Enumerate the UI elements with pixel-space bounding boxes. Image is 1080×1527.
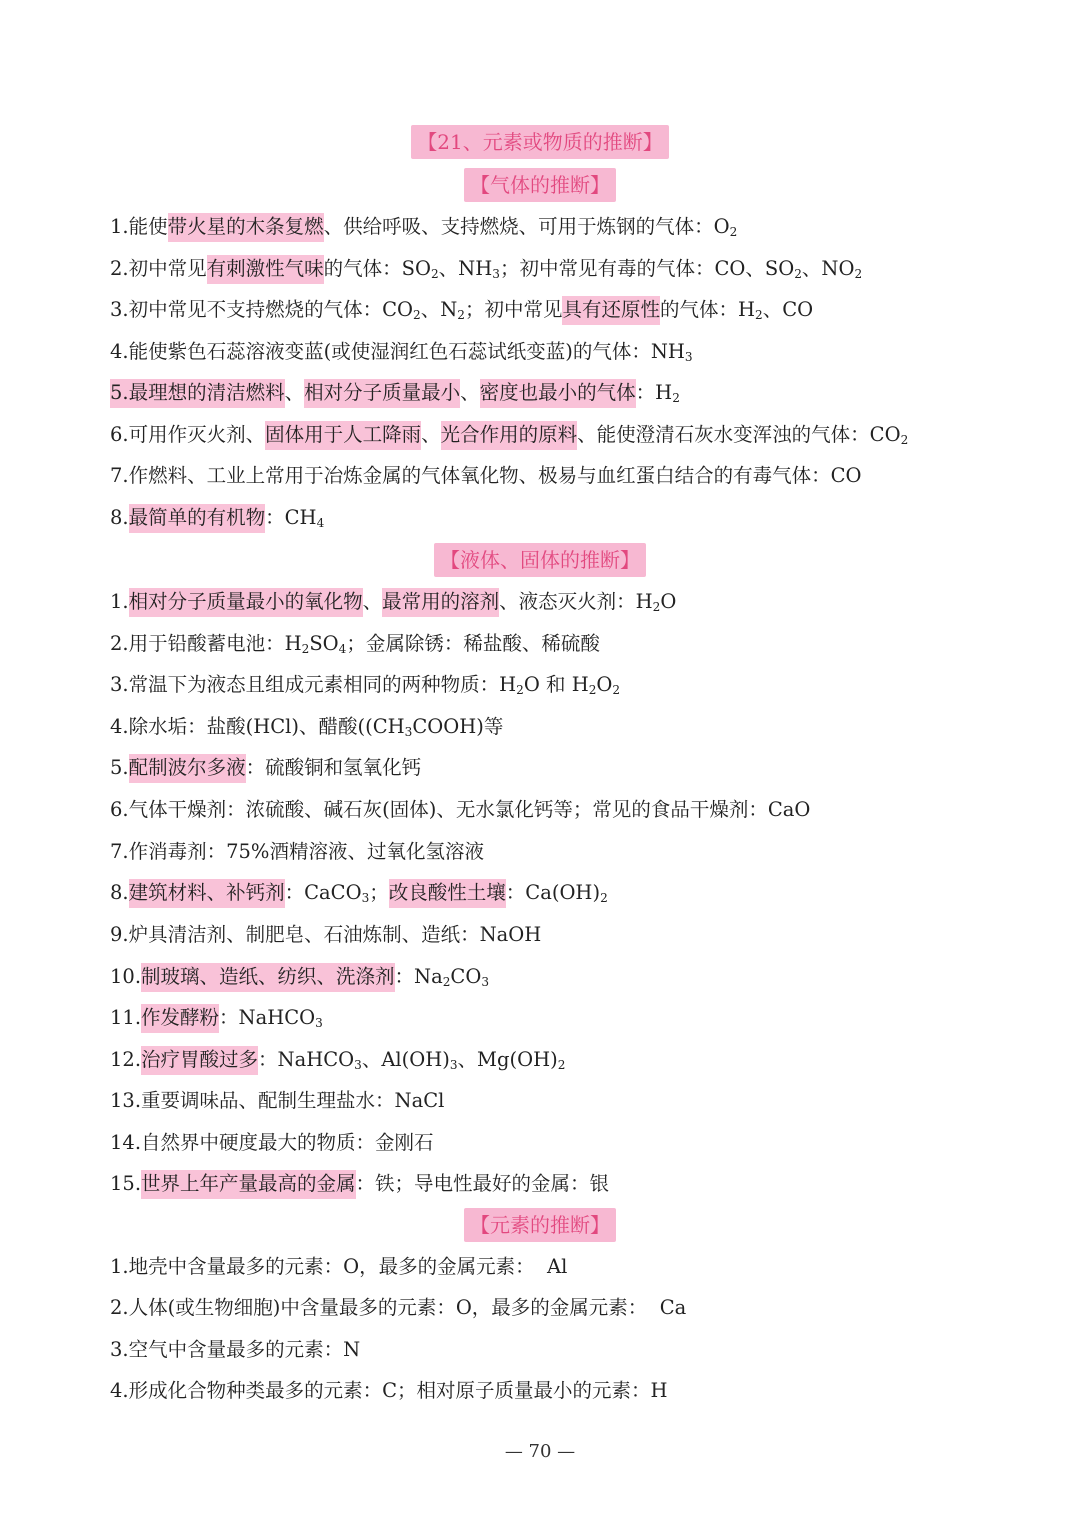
subscript: 2 [442,975,451,990]
highlight: 5.最理想的清洁燃料 [110,379,285,408]
gas-line-4 [110,336,693,370]
highlight: 最简单的有机物 [129,504,266,533]
subscript: 2 [600,891,608,906]
text: O [660,590,677,613]
text: 12. [110,1048,142,1071]
subscript: 3 [404,725,413,740]
highlight: 世界上年产量最高的金属 [141,1170,356,1199]
text: 1.地壳中含量最多的元素：O，最多的金属元素： Al [110,1255,568,1278]
section-title [0,125,1080,159]
text: ：Ca(OH) [505,881,601,904]
text: 13.重要调味品、配制生理盐水：NaCl [110,1089,445,1112]
liquid-line-2 [110,628,600,662]
text: CO [450,965,482,988]
subscript: 3 [315,1016,323,1031]
subscript: 3 [449,1058,458,1073]
subscript: 3 [361,891,370,906]
liquid-line-4 [110,711,503,745]
highlight: 相对分子质量最小的氧化物 [129,588,363,617]
text: O [596,673,613,696]
element-line-3 [110,1334,360,1368]
text: 2.初中常见 [110,257,207,280]
subscript: 3 [492,267,500,282]
highlight: 配制波尔多液 [129,754,246,783]
text: 、 [284,381,305,404]
text: 、 [421,423,441,446]
subscript: 2 [516,683,524,698]
text: 3.初中常见不支持燃烧的气体：CO [110,298,414,321]
subscript: 4 [316,516,325,531]
text: 、能使澄清石灰水变浑浊的气体：CO [577,423,901,446]
text: ；金属除锈：稀盐酸、稀硫酸 [346,632,600,655]
liquid-line-14 [110,1127,434,1161]
subsection-heading-liquid-solid [0,543,1080,577]
page-number: — 70 — [504,1441,576,1462]
text: 8. [110,506,129,529]
text: 3.空气中含量最多的元素：N [110,1338,361,1361]
text: ；初中常见有毒的气体：CO、SO [499,257,795,280]
text: 、供给呼吸、支持燃烧、可用于炼钢的气体：O [323,215,730,238]
text: 2.用于铅酸蓄电池：H [110,632,302,655]
text: 、Al(OH) [361,1048,450,1071]
liquid-line-8 [110,877,608,911]
liquid-line-7 [110,836,484,870]
subsection-heading-element-text: 【元素的推断】 [464,1208,616,1242]
gas-line-6 [110,419,908,453]
subscript: 2 [854,267,863,282]
text: ：CaCO [284,881,362,904]
highlight: 改良酸性土壤 [389,879,506,908]
subsection-heading-liquid-solid-text: 【液体、固体的推断】 [434,543,646,577]
highlight: 建筑材料、补钙剂 [129,879,285,908]
subscript: 2 [729,225,738,240]
gas-line-7 [110,460,862,494]
gas-line-3 [110,294,813,328]
text: 的气体：SO [323,257,431,280]
text: 、 [362,590,383,613]
highlight: 光合作用的原料 [441,421,578,450]
text: 4.形成化合物种类最多的元素：C；相对原子质量最小的元素：H [110,1379,668,1402]
liquid-line-13 [110,1085,444,1119]
highlight: 作发酵粉 [141,1004,219,1033]
highlight: 密度也最小的气体 [480,379,636,408]
element-line-1 [110,1251,567,1285]
text: ； [369,881,389,904]
text: 、 [460,381,480,404]
subscript: 2 [755,308,763,323]
subscript: 2 [900,433,909,448]
highlight: 治疗胃酸过多 [141,1046,258,1075]
element-line-4 [110,1375,668,1409]
liquid-line-1 [110,586,676,620]
highlight: 相对分子质量最小 [304,379,460,408]
subscript: 2 [413,308,421,323]
text: ：Na [394,965,443,988]
text: 6.气体干燥剂：浓硫酸、碱石灰(固体)、无水氯化钙等；常见的食品干燥剂：CaO [110,798,811,821]
highlight: 最常用的溶剂 [382,588,499,617]
gas-line-5 [110,377,680,411]
subsection-heading-gas [0,168,1080,202]
liquid-line-3 [110,669,620,703]
text: ：NaHCO [258,1048,355,1071]
liquid-line-12 [110,1044,565,1078]
subscript: 2 [557,1058,566,1073]
text: 9.炉具清洁剂、制肥皂、石油炼制、造纸：NaOH [110,923,542,946]
text: 、CO [762,298,814,321]
text: 、液态灭火剂：H [499,590,653,613]
gas-line-8 [110,502,324,536]
gas-line-1 [110,211,737,245]
text: 15. [110,1172,142,1195]
subscript: 3 [684,350,693,365]
text: ：H [635,381,673,404]
section-title-text: 【21、元素或物质的推断】 [411,125,668,159]
subscript: 4 [338,642,347,657]
liquid-line-15 [110,1168,609,1202]
text: 4.除水垢：盐酸(HCl)、醋酸((CH [110,715,405,738]
text: 14.自然界中硬度最大的物质：金刚石 [110,1131,434,1154]
text: 、N [420,298,458,321]
subscript: 2 [588,683,597,698]
highlight: 有刺激性气味 [207,255,324,284]
text: 4.能使紫色石蕊溶液变蓝(或使湿润红色石蕊试纸变蓝)的气体：NH [110,340,685,363]
text: 8. [110,881,129,904]
text: 5. [110,756,129,779]
subscript: 2 [652,600,661,615]
liquid-line-5 [110,752,421,786]
subscript: 2 [612,683,621,698]
text: 1. [110,590,129,613]
subscript: 3 [481,975,490,990]
text: ；初中常见 [464,298,563,321]
text: 7.作燃料、工业上常用于冶炼金属的气体氧化物、极易与血红蛋白结合的有毒气体：CO [110,464,862,487]
highlight: 固体用于人工降雨 [265,421,421,450]
text: ：硫酸铜和氢氧化钙 [245,756,422,779]
text: 11. [110,1006,142,1029]
liquid-line-10 [110,961,489,995]
subscript: 2 [672,391,680,406]
text: 6.可用作灭火剂、 [110,423,266,446]
text: 2.人体(或生物细胞)中含量最多的元素：O，最多的金属元素： Ca [110,1296,687,1319]
text: ：NaHCO [219,1006,316,1029]
highlight: 带火星的木条复燃 [168,213,324,242]
text: COOH)等 [412,715,504,738]
highlight: 制玻璃、造纸、纺织、洗涤剂 [141,963,395,992]
text: 3.常温下为液态且组成元素相同的两种物质：H [110,673,517,696]
text: 、Mg(OH) [457,1048,558,1071]
subscript: 3 [354,1058,362,1073]
liquid-line-9 [110,919,541,953]
text: ：CH [265,506,317,529]
text: 的气体：H [660,298,756,321]
gas-line-2 [110,253,862,287]
liquid-line-11 [110,1002,323,1036]
text: O 和 H [523,673,589,696]
text: 10. [110,965,142,988]
subscript: 2 [794,267,802,282]
subscript: 2 [457,308,465,323]
liquid-line-6 [110,794,810,828]
element-line-2 [110,1292,686,1326]
subscript: 2 [430,267,439,282]
text: 、NO [801,257,855,280]
text: SO [309,632,339,655]
text: ：铁；导电性最好的金属：银 [355,1172,610,1195]
text: 7.作消毒剂：75%酒精溶液、过氧化氢溶液 [110,840,484,863]
highlight: 具有还原性 [562,296,660,325]
subscript: 2 [301,642,310,657]
text: 、NH [438,257,493,280]
text: 1.能使 [110,215,168,238]
subsection-heading-gas-text: 【气体的推断】 [464,168,616,202]
subsection-heading-element [0,1208,1080,1242]
